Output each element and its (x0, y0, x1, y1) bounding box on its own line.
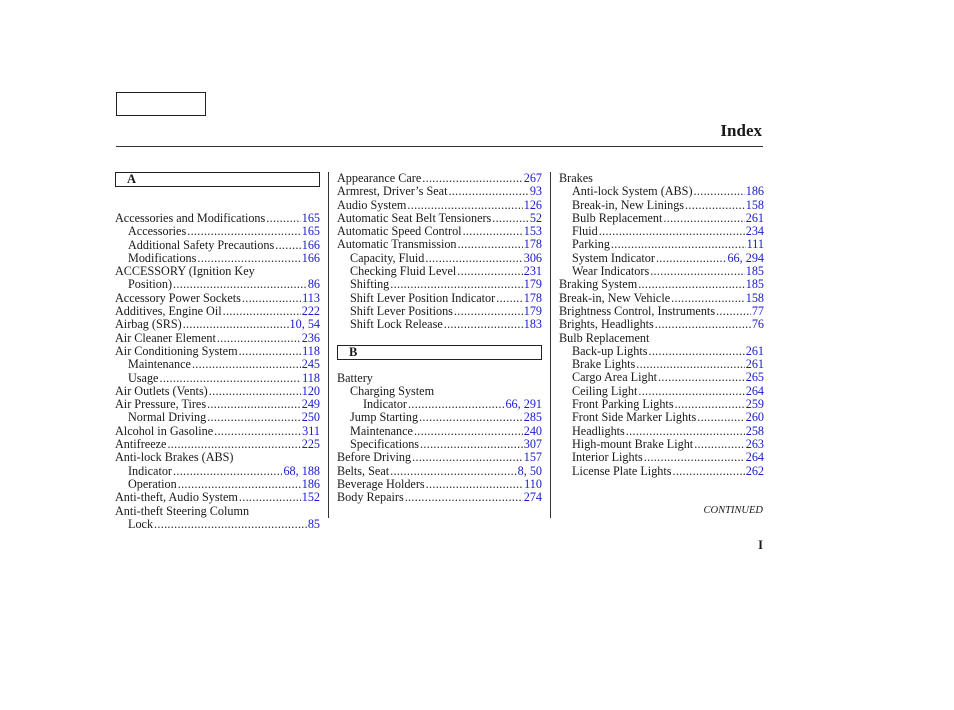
index-entry[interactable] (337, 465, 542, 478)
index-entry[interactable] (115, 518, 320, 531)
column-divider-1 (328, 172, 329, 518)
dot-leader (422, 172, 522, 185)
index-entry-label: Usage (128, 371, 159, 385)
index-entry[interactable] (115, 225, 320, 238)
page-reference-link[interactable]: 183 (523, 318, 542, 332)
dot-leader (159, 372, 301, 385)
page-reference-link[interactable]: 249 (301, 398, 320, 412)
dot-leader (178, 478, 301, 491)
index-entry[interactable] (115, 438, 320, 451)
index-entry[interactable] (337, 491, 542, 504)
index-entry-label: Before Driving (337, 451, 412, 465)
dot-leader (239, 491, 301, 504)
index-entry[interactable] (115, 332, 320, 345)
dot-leader (407, 199, 522, 212)
section-letter-heading: A (115, 172, 320, 187)
page-reference-link[interactable]: 265 (745, 371, 764, 385)
index-entry-label: Battery (337, 371, 373, 385)
spacer (115, 199, 320, 212)
index-entry-label: Break-in, New Linings (572, 198, 685, 212)
dot-leader (192, 358, 301, 371)
index-entry-label: Break-in, New Vehicle (559, 291, 671, 305)
page-reference-link[interactable]: 120 (301, 384, 320, 398)
page-reference-link[interactable]: 263 (745, 437, 764, 451)
dot-leader (420, 438, 523, 451)
index-entry[interactable] (337, 278, 542, 291)
index-entry-label: Maintenance (350, 424, 413, 438)
page-reference-link[interactable]: 178 (523, 291, 542, 305)
page-reference-link[interactable]: 166 (301, 251, 320, 265)
index-entry-label: Position) (128, 278, 173, 292)
index-entry-label: Normal Driving (128, 411, 207, 425)
dot-leader (173, 278, 307, 291)
index-entry[interactable] (559, 252, 764, 265)
page-reference-link[interactable]: 264 (745, 451, 764, 465)
page-reference-link[interactable]: 306 (523, 251, 542, 265)
dot-leader (697, 411, 744, 424)
index-entry[interactable] (559, 238, 764, 251)
page-reference-link[interactable]: 93 (529, 185, 542, 199)
page-reference-link[interactable]: 66, 294 (727, 251, 764, 265)
dot-leader (611, 238, 746, 251)
dot-leader (599, 225, 745, 238)
page-reference-link[interactable]: 113 (302, 291, 320, 305)
section-letter-heading: B (337, 345, 542, 360)
index-entry-label: Modifications (128, 251, 197, 265)
index-entry-label: Audio System (337, 198, 407, 212)
index-entry[interactable] (115, 212, 320, 225)
dot-leader (648, 345, 744, 358)
page-reference-link[interactable]: 165 (301, 212, 320, 225)
index-entry-label: Braking System (559, 278, 638, 292)
page-reference-link[interactable]: 261 (745, 211, 764, 225)
page-number: I (758, 538, 763, 552)
dot-leader (207, 411, 301, 424)
page-reference-link[interactable]: 85 (307, 517, 320, 531)
index-entry[interactable] (559, 425, 764, 438)
index-entry-label: Jump Starting (350, 411, 419, 425)
page-reference-link[interactable]: 259 (745, 398, 764, 412)
dot-leader (425, 252, 522, 265)
index-entry[interactable] (115, 358, 320, 371)
index-entry-label: Bulb Replacement (572, 211, 663, 225)
dot-leader (656, 252, 727, 265)
index-entry[interactable] (559, 278, 764, 291)
header-tab-box (116, 92, 206, 116)
dot-leader (275, 239, 300, 252)
index-entry[interactable] (337, 398, 542, 411)
page-reference-link[interactable]: 261 (745, 344, 764, 358)
index-entry[interactable] (559, 212, 764, 225)
index-entry[interactable] (115, 318, 320, 331)
index-entry[interactable] (337, 425, 542, 438)
page-reference-link[interactable]: 66, 291 (505, 398, 542, 412)
index-entry[interactable] (559, 358, 764, 371)
index-entry-label: Lock (128, 517, 154, 531)
index-entry[interactable] (559, 318, 764, 331)
dot-leader (412, 451, 523, 464)
dot-leader (207, 398, 301, 411)
index-entry[interactable] (115, 305, 320, 318)
dot-leader (671, 292, 745, 305)
index-entry-label: Maintenance (128, 358, 191, 372)
index-entry-label: Appearance Care (337, 172, 422, 185)
dot-leader (390, 278, 522, 291)
page-reference-link[interactable]: 185 (745, 265, 764, 279)
page-reference-link[interactable]: 118 (302, 344, 320, 358)
dot-leader (154, 518, 307, 531)
index-entry[interactable] (559, 451, 764, 464)
index-entry[interactable] (115, 278, 320, 291)
continued-note: CONTINUED (703, 505, 763, 516)
index-entry[interactable] (337, 451, 542, 464)
index-entry[interactable] (559, 292, 764, 305)
index-entry-label: System Indicator (572, 251, 655, 265)
page-reference-link[interactable]: 111 (746, 238, 764, 252)
index-entry (115, 505, 320, 518)
dot-leader (655, 318, 751, 331)
page-reference-link[interactable]: 77 (751, 304, 764, 318)
index-entry (559, 332, 764, 345)
page-reference-link[interactable]: 250 (301, 411, 320, 425)
index-entry-label: Brakes (559, 172, 593, 185)
index-entry-label: Air Conditioning System (115, 344, 238, 358)
index-entry-label: Air Outlets (Vents) (115, 384, 208, 398)
page-reference-link[interactable]: 10, 54 (289, 318, 320, 332)
index-entry (337, 385, 542, 398)
page-reference-link[interactable]: 166 (301, 238, 320, 252)
dot-leader (496, 292, 523, 305)
dot-leader (675, 398, 745, 411)
index-entry-label: Wear Indicators (572, 265, 650, 279)
page-reference-link[interactable]: 264 (745, 384, 764, 398)
index-entry-label: Beverage Holders (337, 477, 425, 491)
dot-leader (173, 465, 282, 478)
index-entry[interactable] (559, 199, 764, 212)
dot-leader (673, 465, 745, 478)
page-reference-link[interactable]: 262 (745, 464, 764, 478)
index-entry-label: Shift Lever Positions (350, 304, 453, 318)
index-entry-label: Ceiling Light (572, 384, 638, 398)
index-entry[interactable] (337, 199, 542, 212)
dot-leader (636, 358, 744, 371)
dot-leader (214, 425, 301, 438)
index-entry[interactable] (115, 398, 320, 411)
dot-leader (458, 238, 523, 251)
index-entry[interactable] (115, 292, 320, 305)
index-entry-label: Antifreeze (115, 438, 167, 452)
page-reference-link[interactable]: 245 (301, 358, 320, 372)
page-reference-link[interactable]: 110 (524, 477, 542, 491)
index-entry-label: Specifications (350, 438, 420, 452)
index-entry[interactable] (115, 425, 320, 438)
page-title: Index (720, 121, 762, 140)
index-entry[interactable] (337, 411, 542, 424)
page-reference-link[interactable]: 152 (301, 491, 320, 505)
page-reference-link[interactable]: 118 (302, 371, 320, 385)
index-entry[interactable] (559, 225, 764, 238)
index-entry[interactable] (337, 252, 542, 265)
index-entry[interactable] (337, 238, 542, 251)
page-reference-link[interactable]: 261 (745, 358, 764, 372)
dot-leader (187, 225, 301, 238)
index-entry-label: Brightness Control, Instruments (559, 304, 716, 318)
dot-leader (663, 212, 744, 225)
page-reference-link[interactable]: 185 (745, 278, 764, 292)
index-entry[interactable] (559, 398, 764, 411)
index-entry-label: Anti-theft, Audio System (115, 491, 238, 505)
index-entry[interactable] (115, 345, 320, 358)
page-reference-link[interactable]: 274 (523, 491, 542, 505)
index-entry[interactable] (115, 411, 320, 424)
dot-leader (685, 199, 745, 212)
index-entry-label: Bulb Replacement (559, 331, 650, 345)
index-entry[interactable] (337, 185, 542, 198)
index-entry-label: Brake Lights (572, 358, 636, 372)
index-entry[interactable] (115, 385, 320, 398)
dot-leader (492, 212, 529, 225)
dot-leader (716, 305, 751, 318)
index-entry[interactable] (337, 478, 542, 491)
dot-leader (694, 438, 745, 451)
dot-leader (463, 225, 523, 238)
index-entry-label: Anti-lock Brakes (ABS) (115, 451, 234, 465)
dot-leader (209, 385, 301, 398)
dot-leader (626, 425, 745, 438)
page-reference-link[interactable]: 231 (523, 265, 542, 279)
index-entry-label: Parking (572, 238, 610, 252)
spacer (337, 332, 542, 345)
dot-leader (167, 438, 300, 451)
index-entry[interactable] (559, 438, 764, 451)
index-entry[interactable] (559, 411, 764, 424)
index-entry-label: Anti-theft Steering Column (115, 504, 250, 518)
index-entry-label: High-mount Brake Light (572, 437, 694, 451)
index-entry[interactable] (337, 172, 542, 185)
index-entry[interactable] (115, 239, 320, 252)
page-reference-link[interactable]: 267 (523, 172, 542, 185)
page-reference-link[interactable]: 234 (745, 225, 764, 239)
page-reference-link[interactable]: 153 (523, 225, 542, 239)
index-entry-label: Front Side Marker Lights (572, 411, 697, 425)
dot-leader (448, 185, 528, 198)
index-entry-label: Charging System (350, 384, 435, 398)
index-entry-label: Armrest, Driver’s Seat (337, 185, 448, 199)
column-divider-2 (550, 172, 551, 518)
page-reference-link[interactable]: 240 (523, 424, 542, 438)
page-reference-link[interactable]: 126 (523, 198, 542, 212)
dot-leader (242, 292, 301, 305)
dot-leader (217, 332, 301, 345)
index-entry-label: Automatic Seat Belt Tensioners (337, 211, 492, 225)
index-entry-label: Shift Lever Position Indicator (350, 291, 496, 305)
dot-leader (638, 385, 744, 398)
index-entry[interactable] (559, 465, 764, 478)
index-entry-label: Air Pressure, Tires (115, 398, 207, 412)
index-entry-label: Front Parking Lights (572, 398, 674, 412)
index-entry-label: Fluid (572, 225, 598, 239)
page-reference-link[interactable]: 186 (745, 185, 764, 199)
page-reference-link[interactable]: 158 (745, 198, 764, 212)
index-entry[interactable] (337, 438, 542, 451)
index-entry-label: Interior Lights (572, 451, 643, 465)
index-entry[interactable] (337, 305, 542, 318)
index-entry-label: Belts, Seat (337, 464, 390, 478)
index-entry[interactable] (337, 225, 542, 238)
header-rule (116, 146, 763, 147)
page-reference-link[interactable]: 179 (523, 304, 542, 318)
page-reference-link[interactable]: 8, 50 (517, 464, 542, 478)
dot-leader (426, 478, 524, 491)
index-entry[interactable] (337, 292, 542, 305)
page-reference-link[interactable]: 86 (307, 278, 320, 292)
index-entry-label: Shift Lock Release (350, 318, 443, 332)
index-entry-label: Indicator (128, 464, 172, 478)
page-reference-link[interactable]: 68, 188 (283, 464, 320, 478)
index-entry-label: Operation (128, 477, 177, 491)
dot-leader (644, 451, 745, 464)
index-entry[interactable] (115, 478, 320, 491)
index-entry-label: Checking Fluid Level (350, 265, 457, 279)
dot-leader (223, 305, 301, 318)
page-reference-link[interactable]: 285 (523, 411, 542, 425)
page-reference-link[interactable]: 158 (745, 291, 764, 305)
index-entry (559, 172, 764, 185)
index-entry[interactable] (115, 491, 320, 504)
index-entry-label: Airbag (SRS) (115, 318, 182, 332)
index-entry[interactable] (559, 345, 764, 358)
index-entry[interactable] (559, 371, 764, 384)
dot-leader (197, 252, 300, 265)
index-entry-label: Automatic Transmission (337, 238, 457, 252)
dot-leader (405, 491, 523, 504)
index-entry-label: Indicator (363, 398, 407, 412)
page-reference-link[interactable]: 258 (745, 424, 764, 438)
dot-leader (408, 398, 504, 411)
index-entry-label: Brights, Headlights (559, 318, 654, 332)
index-entry[interactable] (559, 385, 764, 398)
index-entry (115, 451, 320, 464)
dot-leader (266, 212, 300, 225)
index-entry-label: Shifting (350, 278, 390, 292)
index-entry[interactable] (337, 265, 542, 278)
index-entry[interactable] (337, 318, 542, 331)
index-entry-label: Automatic Speed Control (337, 225, 462, 239)
index-entry-label: Body Repairs (337, 491, 404, 505)
index-entry (115, 265, 320, 278)
index-entry[interactable] (559, 305, 764, 318)
page-reference-link[interactable]: 236 (301, 331, 320, 345)
page-reference-link[interactable]: 225 (301, 438, 320, 452)
page-reference-link[interactable]: 307 (523, 438, 542, 452)
dot-leader (694, 185, 745, 198)
index-entry-label: Accessories (128, 225, 187, 239)
index-entry-label: Air Cleaner Element (115, 331, 216, 345)
dot-leader (390, 465, 516, 478)
index-entry[interactable] (337, 212, 542, 225)
index-entry (337, 372, 542, 385)
dot-leader (414, 425, 523, 438)
dot-leader (457, 265, 522, 278)
page-reference-link[interactable]: 179 (523, 278, 542, 292)
dot-leader (638, 278, 745, 291)
index-column-3 (559, 172, 764, 478)
index-entry-label: Accessory Power Sockets (115, 291, 241, 305)
index-entry-label: Headlights (572, 424, 625, 438)
index-entry[interactable] (559, 185, 764, 198)
index-entry-label: Additional Safety Precautions (128, 238, 275, 252)
index-entry[interactable] (115, 252, 320, 265)
index-entry-label: Cargo Area Light (572, 371, 658, 385)
index-entry-label: Accessories and Modifications (115, 212, 266, 225)
page-reference-link[interactable]: 178 (523, 238, 542, 252)
dot-leader (239, 345, 302, 358)
index-entry-label: Alcohol in Gasoline (115, 424, 214, 438)
index-entry[interactable] (115, 465, 320, 478)
dot-leader (419, 411, 523, 424)
page-reference-link[interactable]: 186 (301, 477, 320, 491)
dot-leader (444, 318, 523, 331)
page-reference-link[interactable]: 52 (529, 211, 542, 225)
dot-leader (658, 371, 745, 384)
page-reference-link[interactable]: 165 (301, 225, 320, 239)
page-reference-link[interactable]: 222 (301, 305, 320, 319)
index-entry-label: ACCESSORY (Ignition Key (115, 265, 255, 279)
index-entry-label: Anti-lock System (ABS) (572, 185, 693, 199)
dot-leader (650, 265, 745, 278)
index-column-2 (337, 172, 542, 505)
index-column-1 (115, 172, 320, 531)
dot-leader (183, 318, 289, 331)
page-reference-link[interactable]: 311 (302, 424, 320, 438)
index-entry-label: Additives, Engine Oil (115, 305, 222, 319)
page-reference-link[interactable]: 157 (523, 451, 542, 465)
index-entry[interactable] (559, 265, 764, 278)
page-reference-link[interactable]: 260 (745, 411, 764, 425)
index-entry-label: License Plate Lights (572, 464, 672, 478)
index-entry-label: Capacity, Fluid (350, 251, 425, 265)
index-entry-label: Back-up Lights (572, 344, 648, 358)
page-reference-link[interactable]: 76 (751, 318, 764, 332)
index-entry[interactable] (115, 372, 320, 385)
dot-leader (454, 305, 523, 318)
